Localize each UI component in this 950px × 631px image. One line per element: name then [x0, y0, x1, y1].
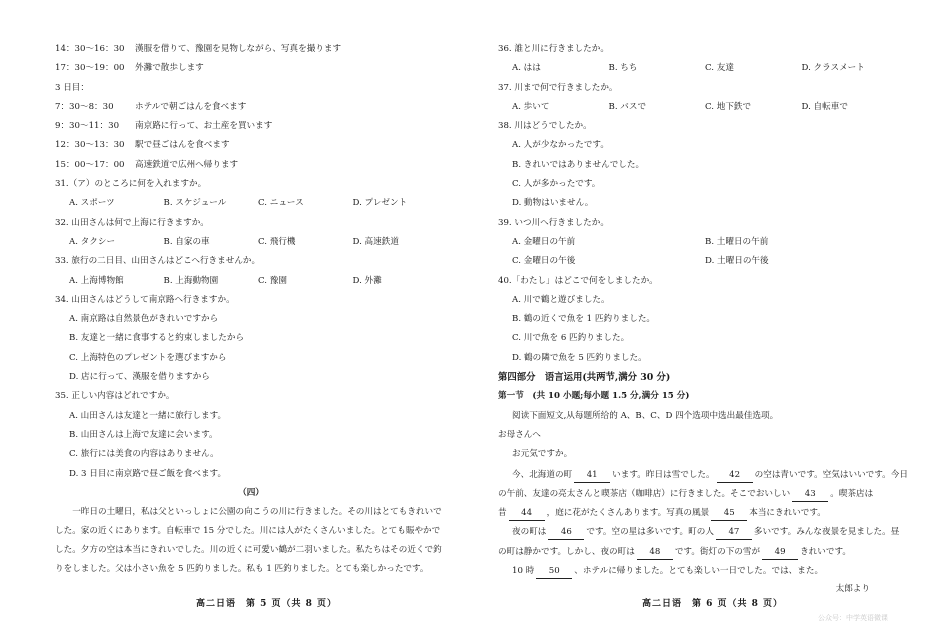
- left-column: [55, 40, 447, 578]
- option-c: C. 上海特色のプレゼントを選びますから: [69, 352, 227, 363]
- option-b: B. 土曜日の午前: [705, 236, 769, 247]
- question-33-options: [55, 272, 447, 291]
- option-a: A. 人が少なかったです。: [512, 140, 609, 151]
- question-37-stem: 37. 川まで何で行きましたか。: [498, 82, 618, 93]
- option-d: D. 3 日目に南京路で昼ご飯を食べます。: [69, 468, 227, 479]
- schedule-row: [55, 136, 447, 155]
- option-d: D. 鶴の隣で魚を 5 匹釣りました。: [512, 352, 647, 363]
- option-b: B. 鶴の近くで魚を 1 匹釣りました。: [512, 314, 656, 325]
- question-31-options: [55, 194, 447, 213]
- option-d: D. クラスメート: [801, 63, 865, 74]
- schedule-text: 漢服を借りて、豫園を見物しながら、写真を撮ります: [135, 44, 342, 54]
- page-footer-right: 高二日语 第 6 页（共 8 页）: [642, 599, 784, 609]
- letter-signature: 太郎より: [835, 584, 870, 595]
- option-d: D. 店に行って、漢服を借りますから: [69, 372, 210, 383]
- blank-42: 42: [717, 469, 753, 483]
- section-four-heading: （四）: [238, 487, 264, 498]
- schedule-row: [55, 59, 447, 78]
- option-b: B. ちち: [608, 63, 638, 74]
- option-a: A. 川で鶴と遊びました。: [512, 294, 610, 305]
- option-a: A. スポーツ: [69, 198, 115, 209]
- schedule-text: ホテルで朝ごはんを食べます: [135, 101, 247, 112]
- question-38-stem: 38. 川はどうでしたか。: [498, 121, 592, 132]
- schedule-time: 9：30～11：30: [55, 121, 120, 132]
- question-32-options: [55, 233, 447, 252]
- option-a: A. はは: [512, 63, 541, 74]
- right-column: [498, 40, 908, 600]
- option-d: D. 土曜日の午後: [705, 256, 769, 267]
- option-b: B. 上海動物園: [163, 275, 219, 286]
- option-b: B. 山田さんは上海で友達に会います。: [69, 429, 218, 440]
- option-a: A. 歩いて: [512, 101, 550, 112]
- schedule-text: 外灘で散歩します: [135, 63, 204, 74]
- schedule-row: [55, 117, 447, 136]
- letter-line: 夜の町は 46 です。空の星は多いです。町の人 47 多いです。みんな夜景を見ました。昼: [498, 522, 898, 541]
- option-d: D. 外灘: [352, 275, 382, 286]
- schedule-text: 南京路に行って、お土産を買います: [135, 121, 273, 132]
- option-c: C. 地下鉄で: [705, 101, 752, 112]
- option-b: B. きれいではありませんでした。: [512, 159, 645, 170]
- question-35-stem: 35. 正しい内容はどれですか。: [55, 391, 175, 402]
- watermark: 公众号：中学英语微课: [818, 614, 888, 622]
- blank-44: 44: [509, 507, 545, 521]
- schedule-time: 12：30～13：30: [55, 140, 125, 151]
- question-37-options: [498, 98, 898, 117]
- instruction-text: 阅读下面短文,从每题所给的 A、B、C、D 四个选项中选出最佳选项。: [512, 410, 779, 421]
- option-a: A. 金曜日の午前: [512, 236, 576, 247]
- option-d: D. プレゼント: [352, 198, 408, 209]
- letter-line: 昔 44 ，庭に花がたくさんあります。写真の風景 45 本当にきれいです。: [498, 503, 898, 522]
- option-b: B. 友達と一緒に食事すると約束しましたから: [69, 333, 245, 344]
- option-c: C. 豫園: [258, 275, 287, 286]
- schedule-text: 高速鉄道で広州へ帰ります: [135, 159, 239, 170]
- schedule-time: 17：30～19：00: [55, 63, 125, 74]
- letter-line: 10 時 50 、ホテルに帰りました。とても楽しい一日でした。では、また。: [498, 561, 898, 580]
- option-c: C. 飛行機: [258, 236, 296, 247]
- blank-48: 48: [637, 546, 673, 560]
- blank-45: 45: [711, 507, 747, 521]
- blank-41: 41: [574, 469, 610, 483]
- option-c: C. 人が多かったです。: [512, 179, 601, 190]
- letter-line: 今、北海道の町 41 います。昨日は雪でした。 42 の空は青いです。空気はいいです。今日: [498, 465, 898, 484]
- option-c: C. 旅行には美食の内容はありません。: [69, 449, 219, 460]
- letter-line: の午前、友達の亮太さんと喫茶店（咖啡店）に行きました。そこでおいしい 43 。喫茶店は: [498, 484, 898, 503]
- option-a: A. 山田さんは友達と一緒に旅行します。: [69, 410, 227, 421]
- option-a: A. タクシー: [69, 236, 116, 247]
- blank-49: 49: [762, 546, 798, 560]
- question-36-options: [498, 59, 898, 78]
- schedule-row: [55, 40, 447, 59]
- blank-47: 47: [716, 526, 752, 540]
- question-36-stem: 36. 誰と川に行きましたか。: [498, 44, 609, 54]
- option-d: D. 高速鉄道: [352, 236, 399, 247]
- question-31-stem: 31.（ア）のところに何を入れますか。: [55, 179, 207, 190]
- question-40-stem: 40.「わたし」はどこで何をしましたか。: [498, 275, 658, 286]
- blank-50: 50: [536, 565, 572, 579]
- blank-46: 46: [548, 526, 584, 540]
- letter-salutation: お母さんへ: [498, 429, 541, 440]
- question-39-options-row1: [498, 233, 898, 252]
- part-four-title: 第四部分 语言运用(共两节,满分 30 分): [498, 372, 671, 384]
- question-32-stem: 32. 山田さんは何で上海に行きますか。: [55, 217, 209, 228]
- option-a: A. 南京路は自然景色がきれいですから: [69, 314, 219, 325]
- question-33-stem: 33. 旅行の二日目、山田さんはどこへ行きませんか。: [55, 256, 261, 267]
- option-c: C. 友達: [705, 63, 734, 74]
- schedule-time: 15：00～17：00: [55, 159, 125, 170]
- schedule-time: 7：30～8：30: [55, 101, 114, 112]
- schedule-time: 14：30～16：30: [55, 44, 125, 54]
- blank-43: 43: [792, 488, 828, 502]
- letter-line: の町は静かです。しかし、夜の町は 48 です。街灯の下の雪が 49 きれいです。: [498, 542, 898, 561]
- schedule-text: 駅で昼ごはんを食べます: [135, 140, 230, 151]
- option-b: B. 自家の車: [163, 236, 210, 247]
- option-c: C. ニュース: [258, 198, 304, 209]
- question-39-stem: 39. いつ川へ行きましたか。: [498, 217, 609, 228]
- schedule-row: [55, 156, 447, 175]
- option-c: C. 金曜日の午後: [512, 256, 576, 267]
- option-b: B. バスで: [608, 101, 647, 112]
- option-b: B. スケジュール: [163, 198, 227, 209]
- option-d: D. 自転車で: [801, 101, 848, 112]
- schedule-row: [55, 98, 447, 117]
- reading-passage: 一昨日の土曜日，私は父といっしょに公園の向こうの川に行きました。その川はとてもきれいでした。家の近くにあります。自転車で 15 分でした。川には人がたくさんいました。とても賑やかでした。夕方の空は本当にきれいでした。川の近くに可愛い鶴が二羽いました。私たちはその近くで釣りをしました。父は小さい魚を 5 匹釣りました。私も 1 匹釣りました。とても楽しかったです。: [55, 507, 442, 574]
- option-c: C. 川で魚を 6 匹釣りました。: [512, 333, 630, 344]
- question-34-stem: 34. 山田さんはどうして南京路へ行きますか。: [55, 294, 235, 305]
- day3-label: 3 日目：: [55, 82, 89, 93]
- option-a: A. 上海博物館: [69, 275, 124, 286]
- page-footer-left: 高二日语 第 5 页（共 8 页）: [196, 599, 338, 609]
- question-39-options-row2: [498, 252, 898, 271]
- option-d: D. 動物はいません。: [512, 198, 594, 209]
- letter-greeting: お元気ですか。: [512, 449, 573, 460]
- section-one-title: 第一节 (共 10 小题;每小题 1.5 分,满分 15 分): [498, 391, 690, 402]
